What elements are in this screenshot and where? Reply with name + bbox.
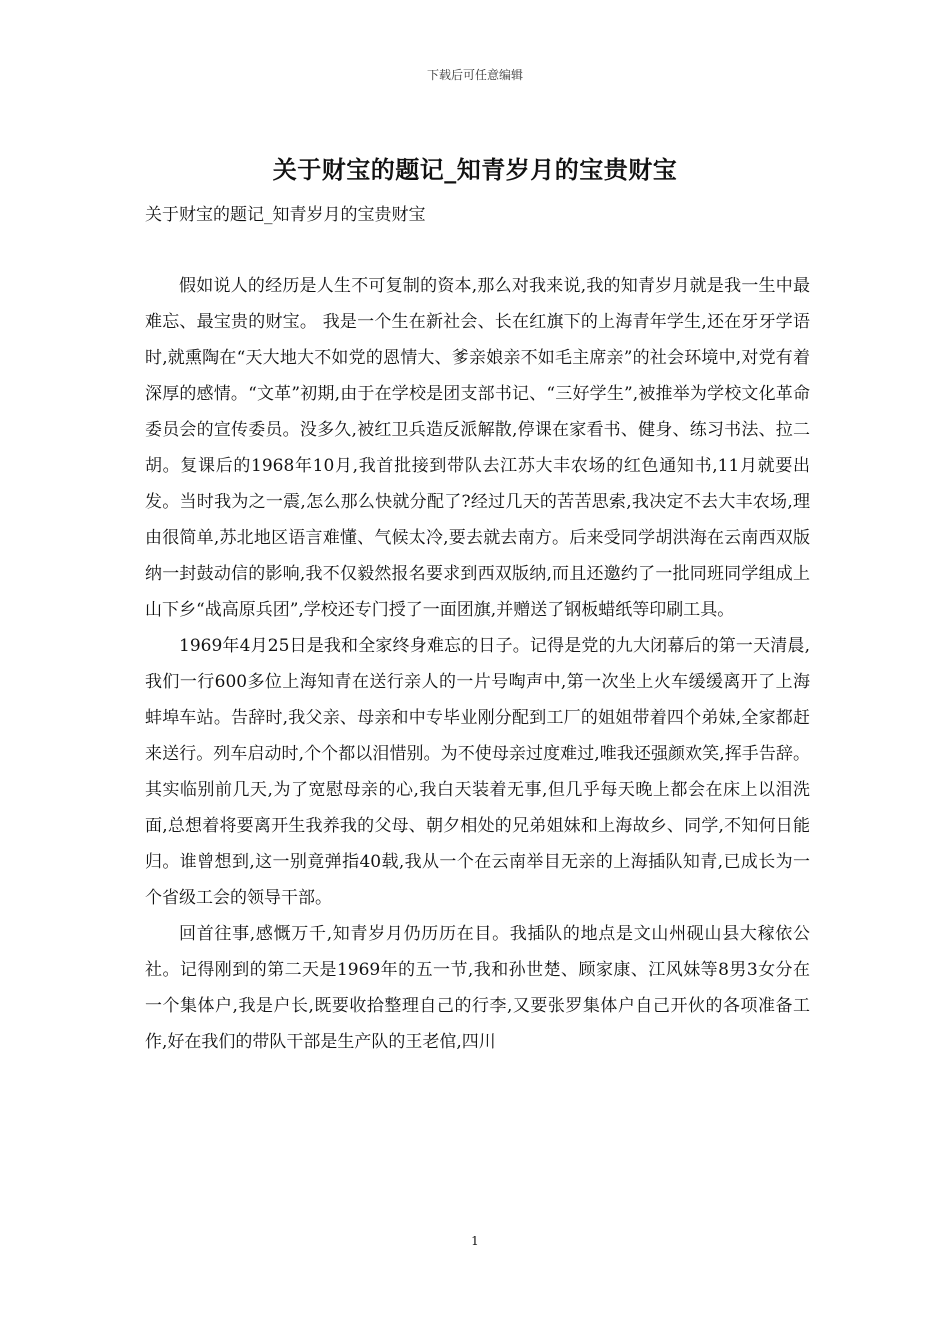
paragraph: 假如说人的经历是人生不可复制的资本,那么对我来说,我的知青岁月就是我一生中最难忘、最宝贵的财宝。 我是一个生在新社会、长在红旗下的上海青年学生,还在牙牙学语时,就熏陶在“天大地大不如党的恩情大、爹亲娘亲不如毛主席亲”的社会环境中,对党有着深厚的感情。“文革”初期,由于在学校是团支部书记、“三好学生”,被推举为学校文化革命委员会的宣传委员。没多久,被红卫兵造反派解散,停课在家看书、健身、练习书法、拉二胡。复课后的1968年10月,我首批接到带队去江苏大丰农场的红色通知书,11月就要出发。当时我为之一震,怎么那么快就分配了?经过几天的苦苦思索,我决定不去大丰农场,理由很简单,苏北地区语言难懂、气候太冷,要去就去南方。后来受同学胡洪海在云南西双版纳一封鼓动信的影响,我不仅毅然报名要求到西双版纳,而且还邀约了一批同班同学组成上山下乡“战高原兵团”,学校还专门授了一面团旗,并赠送了钢板蜡纸等印刷工具。 xyxy=(145,276,810,620)
document-title: 关于财宝的题记_知青岁月的宝贵财宝 xyxy=(272,155,678,184)
article-body xyxy=(145,268,810,1060)
header-note: 下载后可任意编辑 xyxy=(426,68,523,82)
page-number: 1 xyxy=(471,1234,479,1248)
document-subtitle: 关于财宝的题记_知青岁月的宝贵财宝 xyxy=(145,205,426,225)
paragraph: 回首往事,感慨万千,知青岁月仍历历在目。我插队的地点是文山州砚山县大稼依公社。记得刚到的第二天是1969年的五一节,我和孙世楚、顾家康、江风妹等8男3女分在一个集体户,我是户长,既要收拾整理自己的行李,又要张罗集体户自己开伙的各项准备工作,好在我们的带队干部是生产队的王老倌,四川 xyxy=(145,924,810,1052)
paragraph: 1969年4月25日是我和全家终身难忘的日子。记得是党的九大闭幕后的第一天清晨,我们一行600多位上海知青在送行亲人的一片号啕声中,第一次坐上火车缓缓离开了上海蚌埠车站。告辞时,我父亲、母亲和中专毕业刚分配到工厂的姐姐带着四个弟妹,全家都赶来送行。列车启动时,个个都以泪惜别。为不使母亲过度难过,唯我还强颜欢笑,挥手告辞。其实临别前几天,为了宽慰母亲的心,我白天装着无事,但几乎每天晚上都会在床上以泪洗面,总想着将要离开生我养我的父母、朝夕相处的兄弟姐妹和上海故乡、同学,不知何日能归。谁曾想到,这一别竟弹指40载,我从一个在云南举目无亲的上海插队知青,已成长为一个省级工会的领导干部。 xyxy=(145,636,810,908)
